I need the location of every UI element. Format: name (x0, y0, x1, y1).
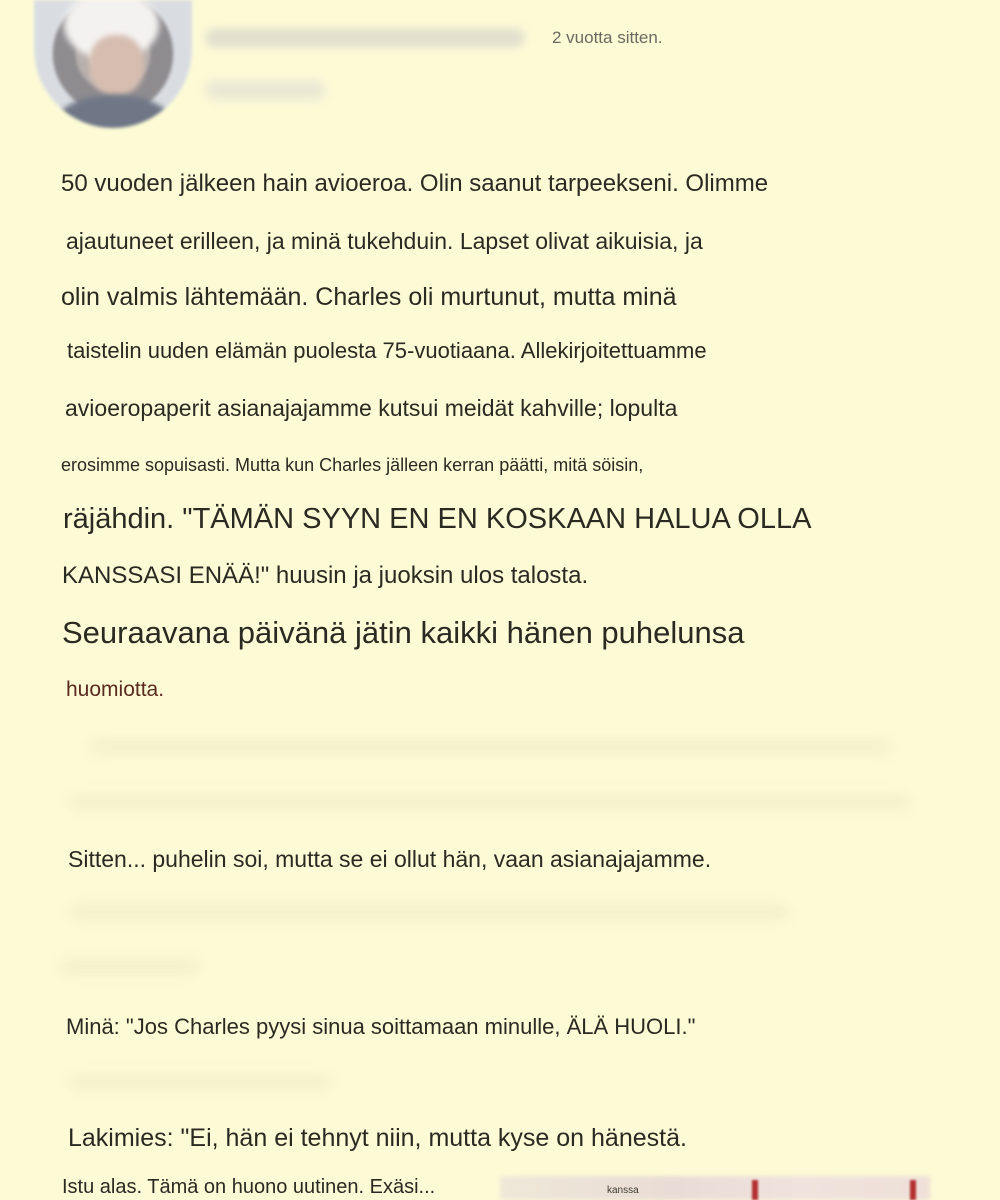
post-text-line[interactable]: Istu alas. Tämä on huono uutinen. Exäsi... (62, 1176, 436, 1198)
avatar-shirt (54, 95, 174, 128)
post-text-line: Seuraavana päivänä jätin kaikki hänen puhelunsa (62, 615, 745, 650)
username-blurred[interactable] (205, 28, 525, 48)
post-text-line: KANSSASI ENÄÄ!" huusin ja juoksin ulos talosta. (62, 562, 589, 589)
faded-background-text (70, 795, 910, 809)
post-text-line: räjähdin. "TÄMÄN SYYN EN EN KOSKAAN HALUA OLLA (63, 503, 812, 535)
post-text-line: olin valmis lähtemään. Charles oli murtunut, mutta minä (61, 283, 677, 311)
avatar-face (89, 35, 144, 95)
post-text-line: ajautuneet erilleen, ja minä tukehduin. Lapset olivat aikuisia, ja (66, 228, 703, 254)
tiny-label: kanssa (607, 1185, 639, 1196)
faded-background-text (90, 740, 890, 754)
cropped-red-mark (910, 1180, 916, 1200)
post-text-line: 50 vuoden jälkeen hain avioeroa. Olin saanut tarpeekseni. Olimme (61, 170, 769, 197)
post-timestamp: 2 vuotta sitten. (552, 28, 663, 47)
cropped-red-mark (752, 1180, 758, 1200)
post-text-line: taistelin uuden elämän puolesta 75-vuotiaana. Allekirjoitettuamme (67, 338, 707, 363)
faded-background-text (70, 1075, 330, 1089)
post-text-line: avioeropaperit asianajajamme kutsui meidät kahville; lopulta (65, 395, 678, 421)
faded-background-text (60, 960, 200, 974)
subline-blurred (205, 80, 325, 100)
post-text-line: Minä: "Jos Charles pyysi sinua soittamaan minulle, ÄLÄ HUOLI." (66, 1014, 696, 1039)
post-text-line: Lakimies: "Ei, hän ei tehnyt niin, mutta kyse on hänestä. (68, 1124, 687, 1152)
avatar[interactable] (34, 0, 192, 128)
faded-background-text (70, 905, 790, 919)
post-text-line: Sitten... puhelin soi, mutta se ei ollut hän, vaan asianajajamme. (68, 846, 712, 872)
post-text-line: huomiotta. (66, 678, 165, 701)
post-text-line: erosimme sopuisasti. Mutta kun Charles jälleen kerran päätti, mitä söisin, (61, 455, 644, 475)
cropped-image-strip (500, 1176, 930, 1200)
